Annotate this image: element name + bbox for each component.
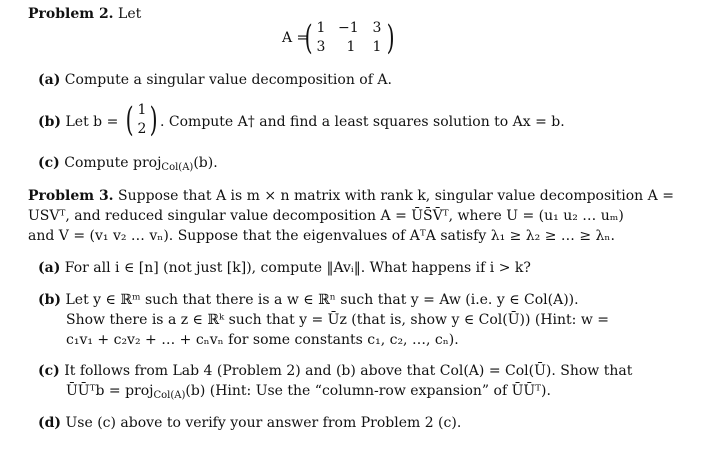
part-label: (b) xyxy=(38,292,62,308)
part-text: It follows from Lab 4 (Problem 2) and (b) above that Col(A) = Col(Ū). Show that xyxy=(64,363,633,379)
matrix-cell: 1 xyxy=(316,20,326,36)
part-label: (a) xyxy=(38,72,61,88)
problem-3-line-3: and V = (v₁ v₂ … vₙ). Suppose that the eigenvalues of AᵀA satisfy λ₁ ≥ λ₂ ≥ … ≥ λₙ. xyxy=(28,228,615,244)
problem-2-intro: Let xyxy=(118,6,142,22)
part-label: (c) xyxy=(38,363,60,379)
matrix-cell: 3 xyxy=(372,20,382,36)
problem-2c xyxy=(38,153,218,178)
problem-3c-line-2 xyxy=(66,381,551,406)
vector-cell: 1 xyxy=(137,102,147,118)
problem-3a xyxy=(38,258,531,278)
part-text-end: (b) (Hint: Use the “column-row expansion” of ŪŪᵀ). xyxy=(185,383,551,399)
part-label: (d) xyxy=(38,415,62,431)
matrix-label: A = xyxy=(282,30,309,46)
vector-label: b = xyxy=(93,114,119,130)
vector-left-paren: ( xyxy=(125,100,134,140)
vector-cell: 2 xyxy=(137,121,147,137)
problem-3-text: Suppose that A is m × n matrix with rank k, singular value decomposition A = xyxy=(118,188,674,204)
matrix-cell: 1 xyxy=(372,39,382,55)
problem-3b xyxy=(38,290,579,310)
matrix-cell: −1 xyxy=(338,20,359,36)
problem-3b-line-2: Show there is a z ∈ ℝᵏ such that y = Ūz (that is, show y ∈ Col(Ū)) (Hint: w = xyxy=(66,312,610,328)
problem-2-heading-line xyxy=(28,4,141,24)
part-text-end: (b). xyxy=(193,155,218,171)
problem-3c xyxy=(38,361,632,381)
part-label: (a) xyxy=(38,260,61,276)
problem-2-heading: Problem 2. xyxy=(28,6,114,22)
matrix-left-paren: ( xyxy=(304,18,313,58)
part-text: ŪŪᵀb = proj xyxy=(66,383,154,399)
problem-3-line-1 xyxy=(28,186,674,206)
problem-2b xyxy=(38,112,118,132)
subscript: Col(A) xyxy=(153,390,186,401)
part-prefix: Let xyxy=(65,114,89,130)
part-text: Compute proj xyxy=(64,155,162,171)
vector-b xyxy=(125,98,159,142)
part-text: For all i ∈ [n] (not just [k]), compute ‖Avᵢ‖. What happens if i > k? xyxy=(64,260,531,276)
part-text: Let y ∈ ℝᵐ such that there is a w ∈ ℝⁿ such that y = Aw (i.e. y ∈ Col(A)). xyxy=(65,292,579,308)
problem-3-heading: Problem 3. xyxy=(28,188,114,204)
part-label: (c) xyxy=(38,155,60,171)
matrix-cell: 3 xyxy=(316,39,326,55)
vector-right-paren: ) xyxy=(149,100,158,140)
problem-2b-text: . Compute A† and find a least squares solution to Ax = b. xyxy=(160,114,565,130)
matrix-right-paren: ) xyxy=(386,18,395,58)
problem-3d xyxy=(38,413,461,433)
part-text: Compute a singular value decomposition of A. xyxy=(64,72,392,88)
problem-3b-line-3: c₁v₁ + c₂v₂ + … + cₙvₙ for some constants c₁, c₂, …, cₙ). xyxy=(66,332,459,348)
problem-2a xyxy=(38,70,392,90)
problem-3-line-2: USVᵀ, and reduced singular value decomposition A = ŪS̄V̄ᵀ, where U = (u₁ u₂ … uₘ) xyxy=(28,208,624,224)
subscript: Col(A) xyxy=(161,162,194,173)
part-text: Use (c) above to verify your answer from Problem 2 (c). xyxy=(65,415,462,431)
part-label: (b) xyxy=(38,114,62,130)
matrix-cell: 1 xyxy=(346,39,356,55)
